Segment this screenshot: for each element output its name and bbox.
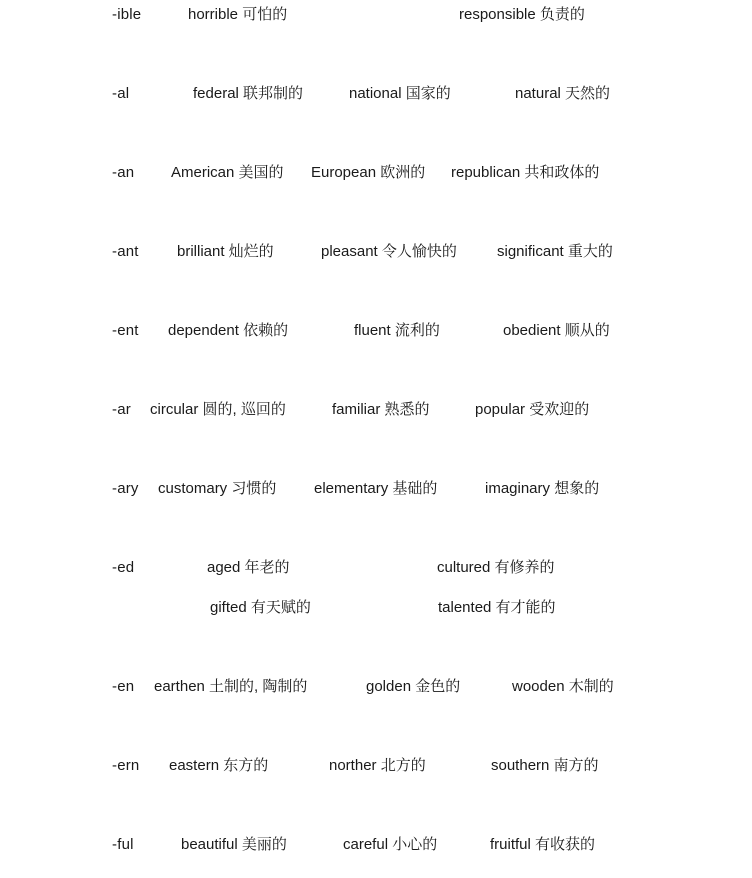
example-word: republican 共和政体的 xyxy=(451,164,600,181)
example-word: aged 年老的 xyxy=(207,559,290,576)
example-word: obedient 顺从的 xyxy=(503,322,610,339)
entry-ern xyxy=(0,754,752,778)
suffix-label: -ern xyxy=(112,757,140,774)
entry-an xyxy=(0,161,752,185)
example-word: careful 小心的 xyxy=(343,836,438,853)
example-word: circular 圆的, 巡回的 xyxy=(150,401,286,418)
suffix-label: -ar xyxy=(112,401,131,418)
example-word: federal 联邦制的 xyxy=(193,85,304,102)
example-word: norther 北方的 xyxy=(329,757,426,774)
entry-ent xyxy=(0,319,752,343)
example-word: brilliant 灿烂的 xyxy=(177,243,274,260)
suffix-label: -al xyxy=(112,85,130,102)
entry-ary xyxy=(0,477,752,501)
example-word: earthen 土制的, 陶制的 xyxy=(154,678,308,695)
example-word: fruitful 有收获的 xyxy=(490,836,596,853)
entry-al xyxy=(0,82,752,106)
example-word: European 欧洲的 xyxy=(311,164,426,181)
entry-ant xyxy=(0,240,752,264)
example-word: talented 有才能的 xyxy=(438,599,556,616)
example-word: horrible 可怕的 xyxy=(188,6,288,23)
entry-en xyxy=(0,675,752,699)
example-word: wooden 木制的 xyxy=(512,678,614,695)
suffix-label: -an xyxy=(112,164,135,181)
example-word: imaginary 想象的 xyxy=(485,480,600,497)
example-word: fluent 流利的 xyxy=(354,322,440,339)
entry-ed xyxy=(0,556,752,580)
example-word: beautiful 美丽的 xyxy=(181,836,287,853)
example-word: customary 习惯的 xyxy=(158,480,277,497)
suffix-label: -ent xyxy=(112,322,139,339)
example-word: golden 金色的 xyxy=(366,678,461,695)
suffix-label: -ed xyxy=(112,559,135,576)
entry-ible xyxy=(0,3,752,27)
example-word: significant 重大的 xyxy=(497,243,613,260)
suffix-label: -ant xyxy=(112,243,139,260)
entry-ful xyxy=(0,833,752,857)
suffix-label: -ary xyxy=(112,480,139,497)
example-word: cultured 有修养的 xyxy=(437,559,555,576)
example-word: familiar 熟悉的 xyxy=(332,401,430,418)
example-word: natural 天然的 xyxy=(515,85,611,102)
example-word: gifted 有天赋的 xyxy=(210,599,311,616)
example-word: responsible 负责的 xyxy=(459,6,585,23)
entry-ed-continued xyxy=(0,596,752,620)
example-word: popular 受欢迎的 xyxy=(475,401,590,418)
example-word: dependent 依赖的 xyxy=(168,322,289,339)
example-word: American 美国的 xyxy=(171,164,284,181)
suffix-label: -en xyxy=(112,678,135,695)
example-word: pleasant 令人愉快的 xyxy=(321,243,457,260)
example-word: southern 南方的 xyxy=(491,757,599,774)
example-word: national 国家的 xyxy=(349,85,451,102)
suffix-label: -ful xyxy=(112,836,134,853)
example-word: eastern 东方的 xyxy=(169,757,269,774)
entry-ar xyxy=(0,398,752,422)
suffix-label: -ible xyxy=(112,6,142,23)
example-word: elementary 基础的 xyxy=(314,480,438,497)
